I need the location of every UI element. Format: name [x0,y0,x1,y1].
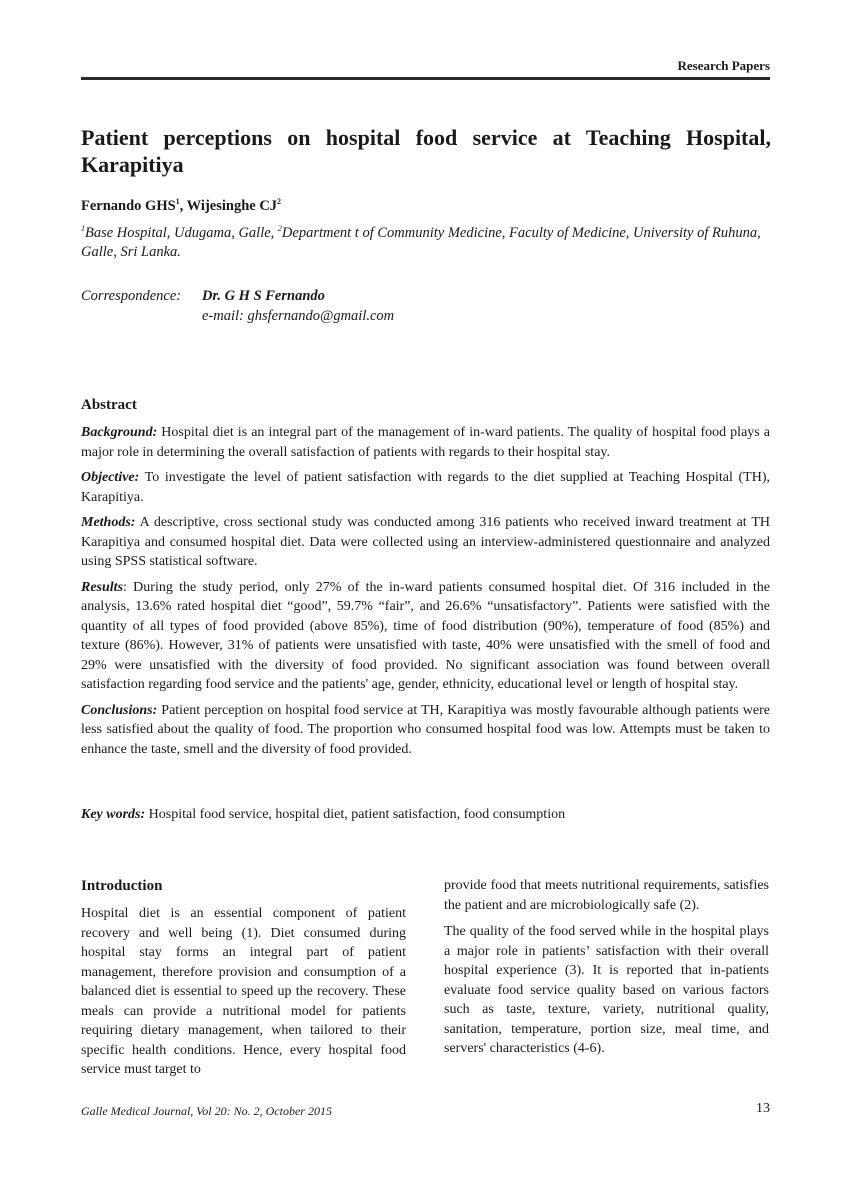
abstract-label: Methods: [81,515,136,530]
keywords-text: Hospital food service, hospital diet, patient satisfaction, food consumption [145,807,566,822]
abstract-body [81,423,770,765]
body-paragraph: The quality of the food served while in the hospital plays a major role in patients’ satisfaction with their overall hospital experience (3). It is reported that in-patients evaluate food service quality based on various factors such as taste, texture, variety, nutritional quality, sanitation, temperature, portion size, meal time, and servers' characteristics (4-6). [444,924,769,1056]
journal-citation: Galle Medical Journal, Vol 20: No. 2, October 2015 [81,1104,332,1118]
affil-marker: 1 [81,224,85,234]
body-paragraph: Hospital diet is an essential component of patient recovery and well being (1). Diet consumed during hospital stay forms an integral part of patient management, therefore provision and consumption of a balanced diet is essential to speed up the recovery. These meals can provide a nutritional model for patients requiring dietary management, when tailored to their specific health conditions. Hence, every hospital food service must target to [81,906,406,1077]
correspondence-name: Dr. G H S Fernando [202,288,325,304]
abstract-text: Patient perception on hospital food service at TH, Karapitiya was mostly favourable although patients were less satisfied about the quality of food. The proportion who consumed hospital food was low. Attempts must be taken to enhance the taste, smell and the diversity of food provided. [81,702,770,757]
author-name: Fernando GHS [81,198,176,214]
affiliations [81,224,771,262]
abstract-heading: Abstract [81,397,137,413]
correspondence-email: e-mail: ghsfernando@gmail.com [202,308,395,324]
abstract-objective [81,468,770,507]
affiliation-2: Department t of Community Medicine, Faculty of Medicine, University of Ruhuna, Galle, Sri Lanka. [81,225,761,260]
author-list [81,198,281,215]
abstract-label: Results [81,579,124,595]
abstract-text: Hospital diet is an integral part of the management of in-ward patients. The quality of hospital food plays a major role in determining the overall satisfaction of patients with regards to their hospital stay. [81,425,770,460]
paper-title: Patient perceptions on hospital food service at Teaching Hospital, Karapitiya [81,125,771,177]
header-rule [81,77,770,80]
abstract-text: : During the study period, only 27% of the in-ward patients consumed hospital diet. Of 316 included in the analysis, 13.6% rated hospital diet “good”, 59.7% “fair”, and 26.6% “unsatisfactory”. Patients were satisfied with the quantity of all types of food provided (above 85%), time of food distribution (90%), temperature of food (85%) and texture (86%). However, 31% of patients were unsatisfied with taste, 40% were unsatisfied with the smell of food and 29% were unsatisfied with the diversity of food provided. No significant association was found between overall satisfaction regarding food service and the patients' age, gender, ethnicity, educational level or length of hospital stay. [81,579,770,692]
abstract-label: Objective: [81,470,140,485]
keywords-label: Key words: [81,807,146,822]
abstract-text: A descriptive, cross sectional study was conducted among 316 patients who received inward treatment at TH Karapitiya and consumed hospital diet. Data were collected using an interview-administered questionnaire and analyzed using SPSS statistical software. [81,515,770,569]
body-column-right [444,876,769,1066]
page-number: 13 [756,1101,770,1116]
abstract-background [81,423,770,462]
author-separator: , [179,198,187,214]
body-column-left [81,904,406,1080]
abstract-conclusions [81,701,770,760]
author-name: Wijesinghe CJ [186,198,278,214]
running-header-section: Research Papers [677,58,770,73]
keywords [81,807,565,823]
abstract-label: Background: [81,425,158,440]
author-affil-marker: 2 [277,197,282,207]
introduction-heading: Introduction [81,878,163,894]
body-paragraph: provide food that meets nutritional requirements, satisfies the patient and are microbiologically safe (2). [444,878,769,913]
correspondence-label: Correspondence: [81,288,182,304]
abstract-text: To investigate the level of patient satisfaction with regards to the diet supplied at Teaching Hospital (TH), Karapitiya. [81,470,770,505]
author-affil-marker: 1 [175,197,180,207]
abstract-label: Conclusions: [81,702,158,718]
affil-marker: 2 [277,224,282,234]
affiliation-1: Base Hospital, Udugama, Galle, [85,225,278,241]
abstract-methods [81,513,770,572]
abstract-results [81,578,770,695]
